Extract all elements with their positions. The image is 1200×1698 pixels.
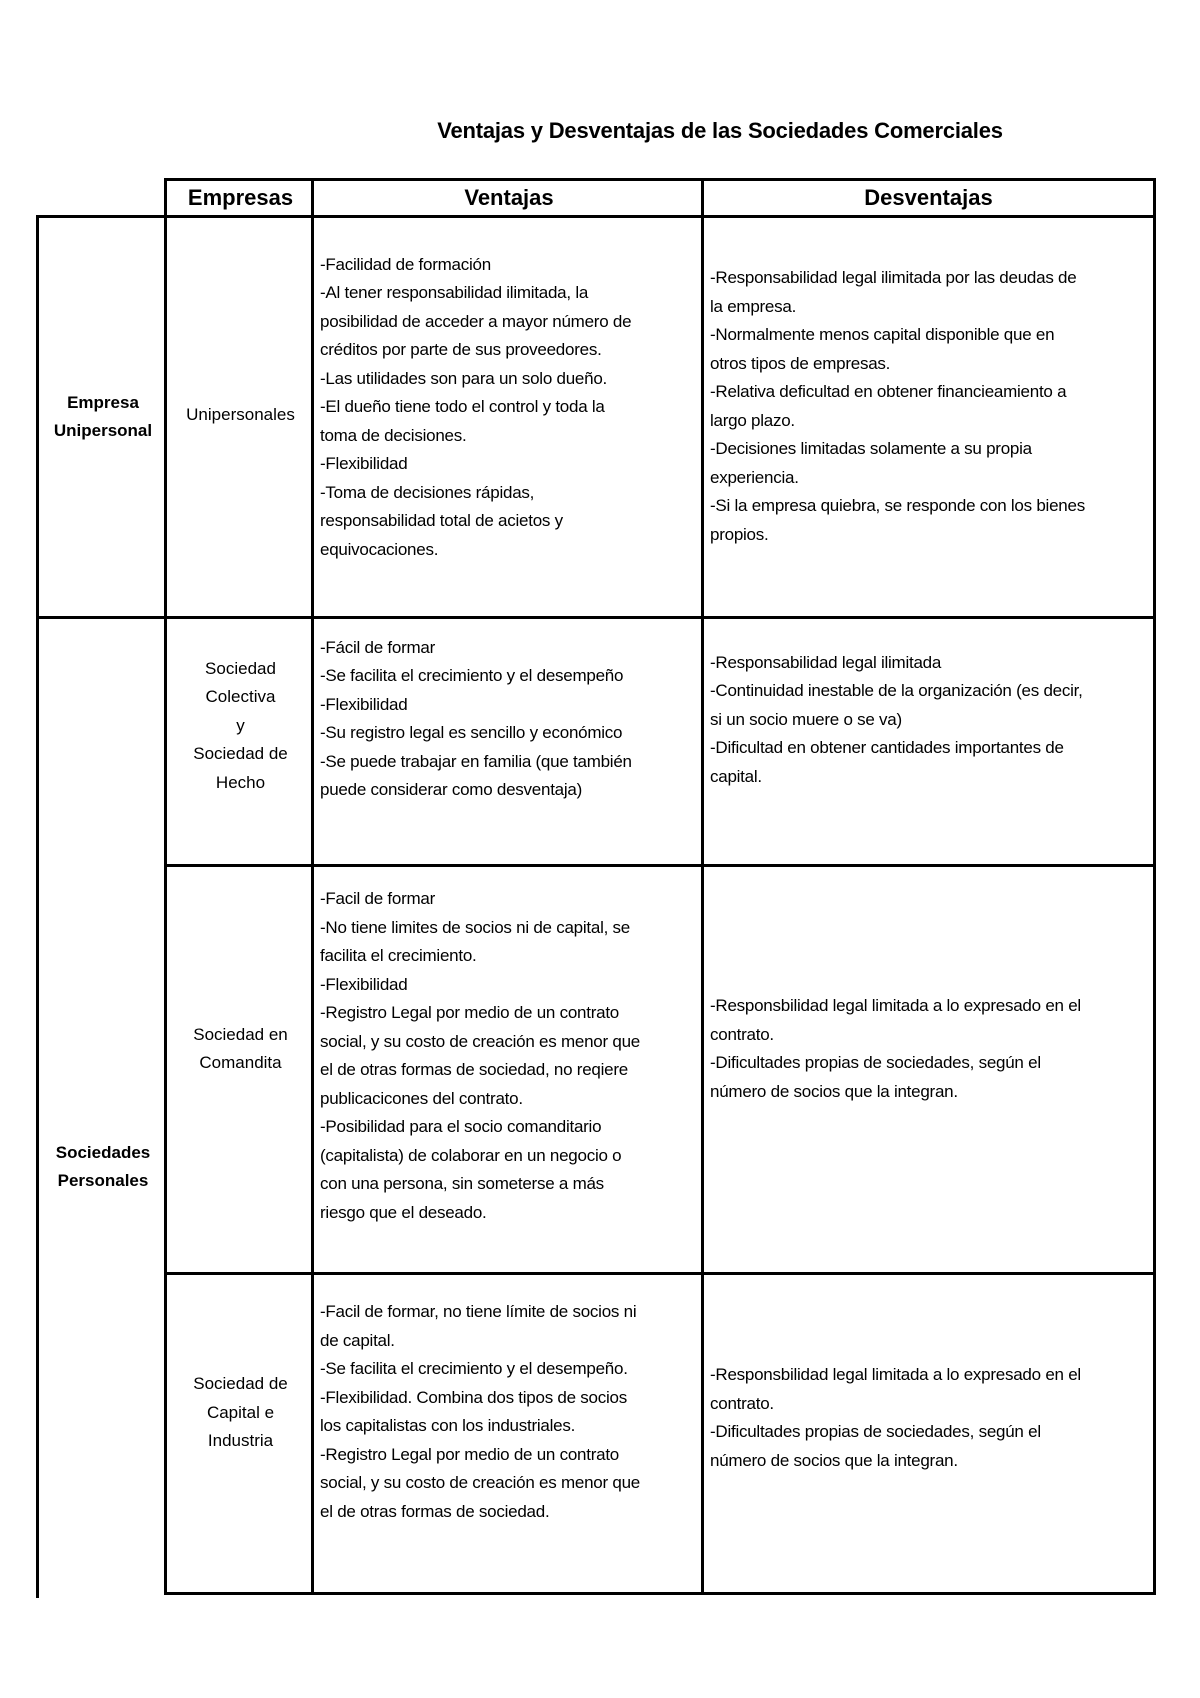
row-ventajas: -Facilidad de formación -Al tener responsabilidad ilimitada, la posibilidad de acceder a mayor número de créditos por parte de sus proveedores. -Las utilidades son para un solo dueño. -El dueño tiene todo el control y toda la toma de decisiones. -Flexibilidad -Toma de decisiones rápidas, responsabilidad total de acietos y equivocaciones. xyxy=(311,215,704,619)
group-sociedades-personales: Sociedades Personales xyxy=(36,616,167,1598)
row-ventajas: -Facil de formar -No tiene limites de socios ni de capital, se facilita el crecimiento. -Flexibilidad -Registro Legal por medio de un contrato social, y su costo de creación es menor que el de otras formas de sociedad, no reqiere publicacicones del contrato. -Posibilidad para el socio comanditario (capitalista) de colaborar en un negocio o con una persona, sin someterse a más riesgo que el deseado. xyxy=(311,864,704,1275)
row-empresa: Sociedad de Capital e Industria xyxy=(164,1272,314,1595)
row-ventajas: -Fácil de formar -Se facilita el crecimiento y el desempeño -Flexibilidad -Su registro legal es sencillo y económico -Se puede trabajar en familia (que también puede considerar como desventaja) xyxy=(311,616,704,867)
row-empresa: Sociedad en Comandita xyxy=(164,864,314,1275)
header-ventajas: Ventajas xyxy=(311,178,704,218)
row-desventajas: -Responsbilidad legal limitada a lo expresado en el contrato. -Dificultades propias de sociedades, según el número de socios que la integran. xyxy=(701,1272,1156,1595)
row-ventajas: -Facil de formar, no tiene límite de socios ni de capital. -Se facilita el crecimiento y el desempeño. -Flexibilidad. Combina dos tipos de socios los capitalistas con los industriales. -Registro Legal por medio de un contrato social, y su costo de creación es menor que el de otras formas de sociedad. xyxy=(311,1272,704,1595)
row-empresa: Sociedad Colectiva y Sociedad de Hecho xyxy=(164,616,314,867)
row-desventajas: -Responsabilidad legal ilimitada -Continuidad inestable de la organización (es decir, si un socio muere o se va) -Dificultad en obtener cantidades importantes de capital. xyxy=(701,616,1156,867)
header-desventajas: Desventajas xyxy=(701,178,1156,218)
group-empresa-unipersonal: Empresa Unipersonal xyxy=(36,215,167,619)
row-desventajas: -Responsbilidad legal limitada a lo expresado en el contrato. -Dificultades propias de sociedades, según el número de socios que la integran. xyxy=(701,864,1156,1275)
page-title: Ventajas y Desventajas de las Sociedades Comerciales xyxy=(437,118,1003,143)
header-empresas: Empresas xyxy=(164,178,314,218)
row-desventajas: -Responsabilidad legal ilimitada por las deudas de la empresa. -Normalmente menos capital disponible que en otros tipos de empresas. -Relativa deficultad en obtener financieamiento a largo plazo. -Decisiones limitadas solamente a su propia experiencia. -Si la empresa quiebra, se responde con los bienes propios. xyxy=(701,215,1156,619)
row-empresa: Unipersonales xyxy=(164,215,314,619)
